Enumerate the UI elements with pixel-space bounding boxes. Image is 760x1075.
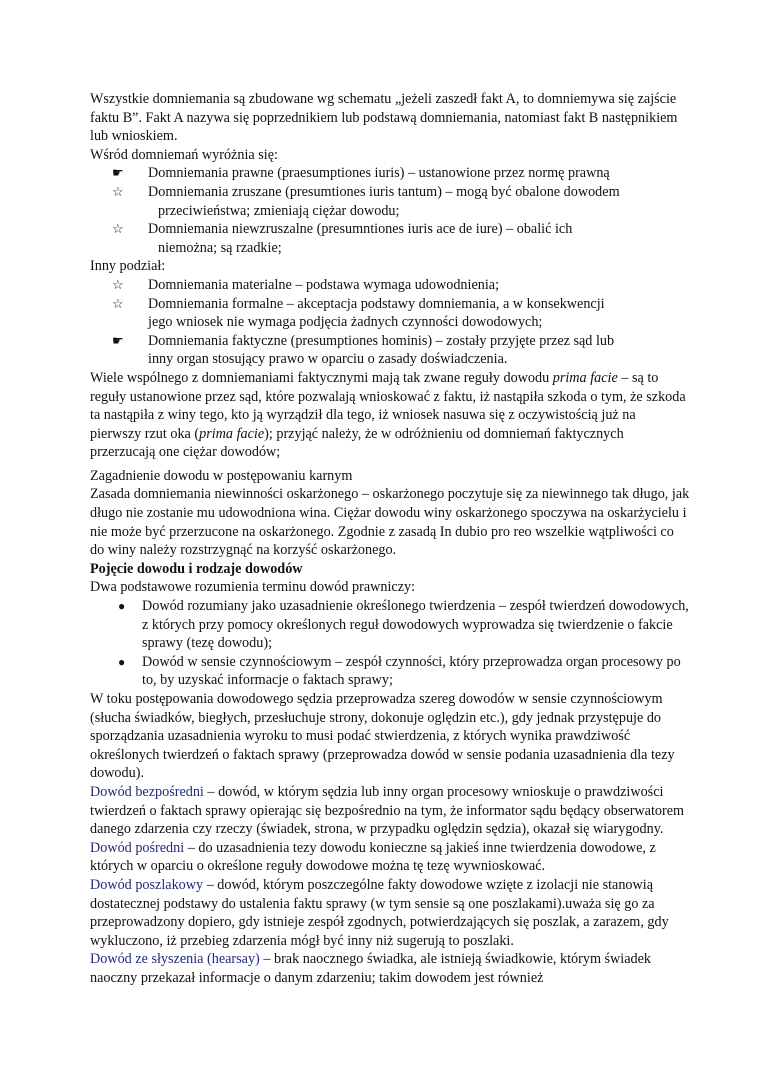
star-icon: ☆ xyxy=(112,221,124,237)
proceedings-paragraph: W toku postępowania dowodowego sędzia przeprowadza szereg dowodów w sensie czynnościowym (słucha świadków, biegłych, przesłuchuje strony, dokonuje oględzin etc.), gdy jednak przystępuje do sporządzania uzasadnienia wyroku to musi podać stwierdzenia, z których wynika prawdziwość określonych twierdzeń o faktach sprawy (przeprowadza dowód w sensie podania uzasadnienia dla tezy dowodu). xyxy=(90,691,675,782)
pointing-hand-icon: ☛ xyxy=(112,165,124,181)
section-heading: Pojęcie dowodu i rodzaje dowodów xyxy=(90,560,303,577)
definition-paragraph: Dowód bezpośredni – dowód, w którym sędzia lub inny organ procesowy wnioskuje o prawdziwości twierdzeń o faktach sprawy opierając się bezpośrednio na tym, że informator sądu będący obserwatorem danego zdarzenia czy rzeczy (świadek, strona, w przypadku oględzin sędzia), okazał się wiarygodny. xyxy=(90,783,685,838)
prima-facie-paragraph: Wiele wspólnego z domniemaniami faktycznymi mają tak zwane reguły dowodu prima facie – są to reguły ustanowione przez sąd, które pozwalają wnioskować z faktu, iż nastąpiła szkoda o tym, że szkoda ta nastąpiła z winy tego, kto ją wyrządził dla tego, iż wniosek nasuwa się z oczywistością już na pierwszy rzut oka (prima facie); przyjąć należy, że w odróżnieniu od domniemań faktycznych przerzucają one ciężar dowodów; xyxy=(90,369,686,461)
bullet-icon: ● xyxy=(118,654,126,669)
definition-paragraph: Dowód pośredni – do uzasadnienia tezy dowodu konieczne są jakieś inne twierdzenia dowodowe, z których w oparciu o określone reguły dowodowe można tę tezę wywnioskować. xyxy=(90,839,656,875)
star-icon: ☆ xyxy=(112,183,124,199)
presumption-innocence-paragraph: Zasada domniemania niewinności oskarżonego – oskarżonego poczytuje się za niewinnego tak długo, jak długo nie zostanie mu udowodniona wina. Ciężar dowodu winy oskarżonego spoczywa na oskarżycielu i nie może być przerzucone na oskarżonego. Zgodnie z zasadą In dubio pro reo wszelkie wątpliwości co do winy należy rozstrzygnąć na korzyść oskarżonego. xyxy=(90,486,690,559)
term-label: Dowód bezpośredni xyxy=(90,783,204,800)
list-item: ● Dowód rozumiany jako uzasadnienie określonego twierdzenia – zespół twierdzeń dowodowych, z których przy pomocy określonych reguł dowodowych wyprowadza się twierdzenie o fakcie sprawy (tezę dowodu); xyxy=(118,598,689,652)
intro-paragraph: Wszystkie domniemania są zbudowane wg schematu „jeżeli zaszedł fakt A, to domniemywa się zajście faktu B”. Fakt A nazywa się poprzednikiem lub podstawą domniemania, natomiast fakt B następnikiem lub wnioskiem. xyxy=(90,91,678,145)
bullet-icon: ● xyxy=(118,599,126,614)
star-icon: ☆ xyxy=(112,295,124,311)
list-item: ☆ Domniemania formalne – akceptacja podstawy domniemania, a w konsekwencji jego wniosek nie wymaga podjęcia żadnych czynności dowodowych; xyxy=(112,295,605,331)
definition-paragraph: Dowód poszlakowy – dowód, którym poszczególne fakty dowodowe wzięte z izolacji nie stanowią dostatecznej podstawy do ustalenia faktu sprawy (w tym sensie są one poszlakami).uważa się go za przeprowadzony dopiero, gdy istnieje zespół zgodnych, potwierdzających się poszlak, a zarazem, gdy wykluczono, iż przebieg zdarzenia mógł być inny niż sugerują to poszlaki. xyxy=(90,876,669,949)
pointing-hand-icon: ☛ xyxy=(112,332,124,348)
definition-intro: Dwa podstawowe rozumienia terminu dowód prawniczy: xyxy=(90,579,416,596)
other-division-heading: Inny podział: xyxy=(90,258,166,275)
list-item: ☛ Domniemania prawne (praesumptiones iuris) – ustanowione przez normę prawną xyxy=(112,165,610,182)
definition-paragraph: Dowód ze słyszenia (hearsay) – brak naocznego świadka, ale istnieją świadkowie, którym świadek naoczny przekazał informacje o danym zdarzeniu; takim dowodem jest również xyxy=(90,951,652,986)
list-item: ☛ Domniemania faktyczne (presumptiones hominis) – zostały przyjęte przez sąd lub inny organ stosujący prawo w oparciu o zasady doświadczenia. xyxy=(112,332,615,368)
list-heading: Wśród domniemań wyróżnia się: xyxy=(90,146,278,163)
list-item: ● Dowód w sensie czynnościowym – zespół czynności, który przeprowadza organ procesowy po to, by uzyskać informacje o faktach sprawy; xyxy=(118,653,681,689)
term-label: Dowód poszlakowy xyxy=(90,876,204,893)
document-page xyxy=(90,90,690,988)
criminal-proceedings-heading: Zagadnienie dowodu w postępowaniu karnym xyxy=(90,467,353,484)
list-item: ☆ Domniemania materialne – podstawa wymaga udowodnienia; xyxy=(112,276,500,293)
star-icon: ☆ xyxy=(112,276,124,292)
list-item: ☆ Domniemania niewzruszalne (presumntiones iuris ace de iure) – obalić ich niemożna; są rzadkie; xyxy=(112,221,573,256)
term-label: Dowód pośredni xyxy=(90,839,185,856)
list-item: ☆ Domniemania zruszane (presumtiones iuris tantum) – mogą być obalone dowodem przeciwieństwa; zmieniają ciężar dowodu; xyxy=(112,183,620,219)
term-label: Dowód ze słyszenia (hearsay) xyxy=(90,951,260,968)
